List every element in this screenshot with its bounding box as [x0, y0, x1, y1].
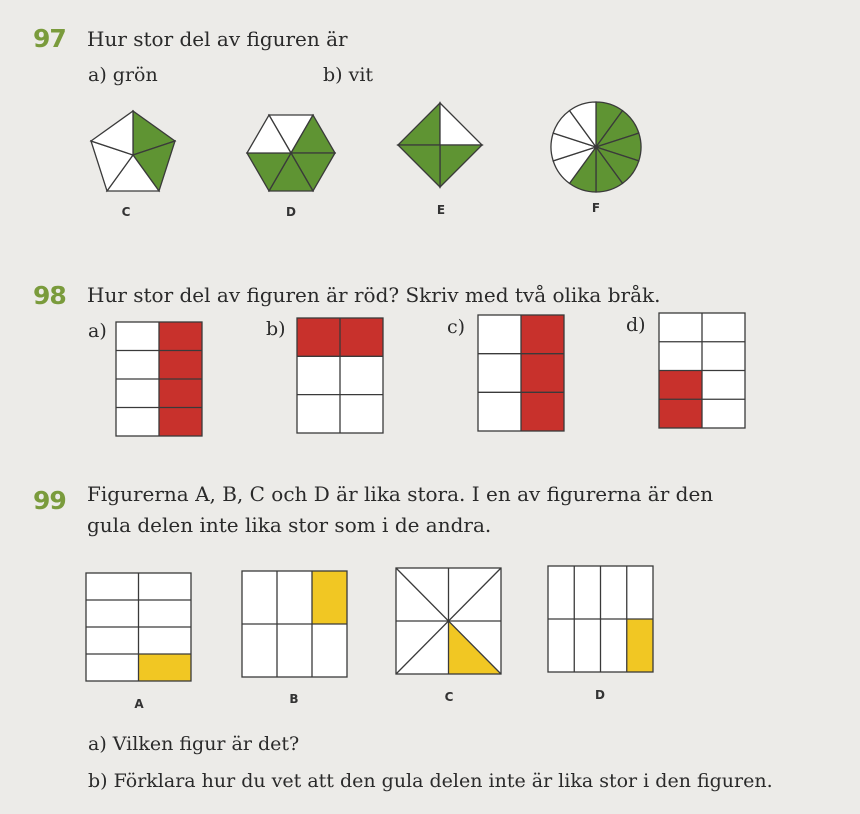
- figure-99b-label: B: [289, 692, 299, 706]
- figure-98a-label: a): [88, 320, 107, 342]
- question-99-number: 99: [33, 486, 66, 515]
- question-99-line-1: Figurerna A, B, C och D är lika stora. I en av figurerna är den: [87, 482, 714, 506]
- figure-98b-label: b): [266, 318, 286, 340]
- question-97-number: 97: [33, 24, 66, 53]
- question-97-text: Hur stor del av figuren är: [87, 27, 348, 51]
- question-99-line-2: gula delen inte lika stor som i de andra.: [87, 513, 492, 537]
- question-99-part-a: a) Vilken figur är det?: [88, 733, 300, 755]
- figure-99c-square: [396, 568, 501, 674]
- figure-c-label: C: [121, 205, 131, 219]
- figure-99b-grid: [242, 571, 347, 677]
- question-99-part-b: b) Förklara hur du vet att den gula delen inte är lika stor i den figuren.: [88, 770, 773, 792]
- figure-99c-label: C: [444, 690, 454, 704]
- figure-99a-label: A: [134, 697, 144, 711]
- figure-f-label: F: [591, 201, 601, 215]
- question-98-text: Hur stor del av figuren är röd? Skriv med två olika bråk.: [87, 283, 661, 307]
- figure-99d-label: D: [595, 688, 605, 702]
- question-97-part-a: a) grön: [88, 64, 158, 86]
- question-97-part-b: b) vit: [323, 64, 374, 86]
- figure-99a-grid: [86, 573, 191, 681]
- figure-d-label: D: [286, 205, 296, 219]
- question-98-number: 98: [33, 281, 66, 310]
- figure-98c-label: c): [447, 316, 466, 338]
- figure-98d-label: d): [626, 314, 646, 336]
- figure-e-label: E: [436, 203, 446, 217]
- figure-99d-grid: [548, 566, 653, 672]
